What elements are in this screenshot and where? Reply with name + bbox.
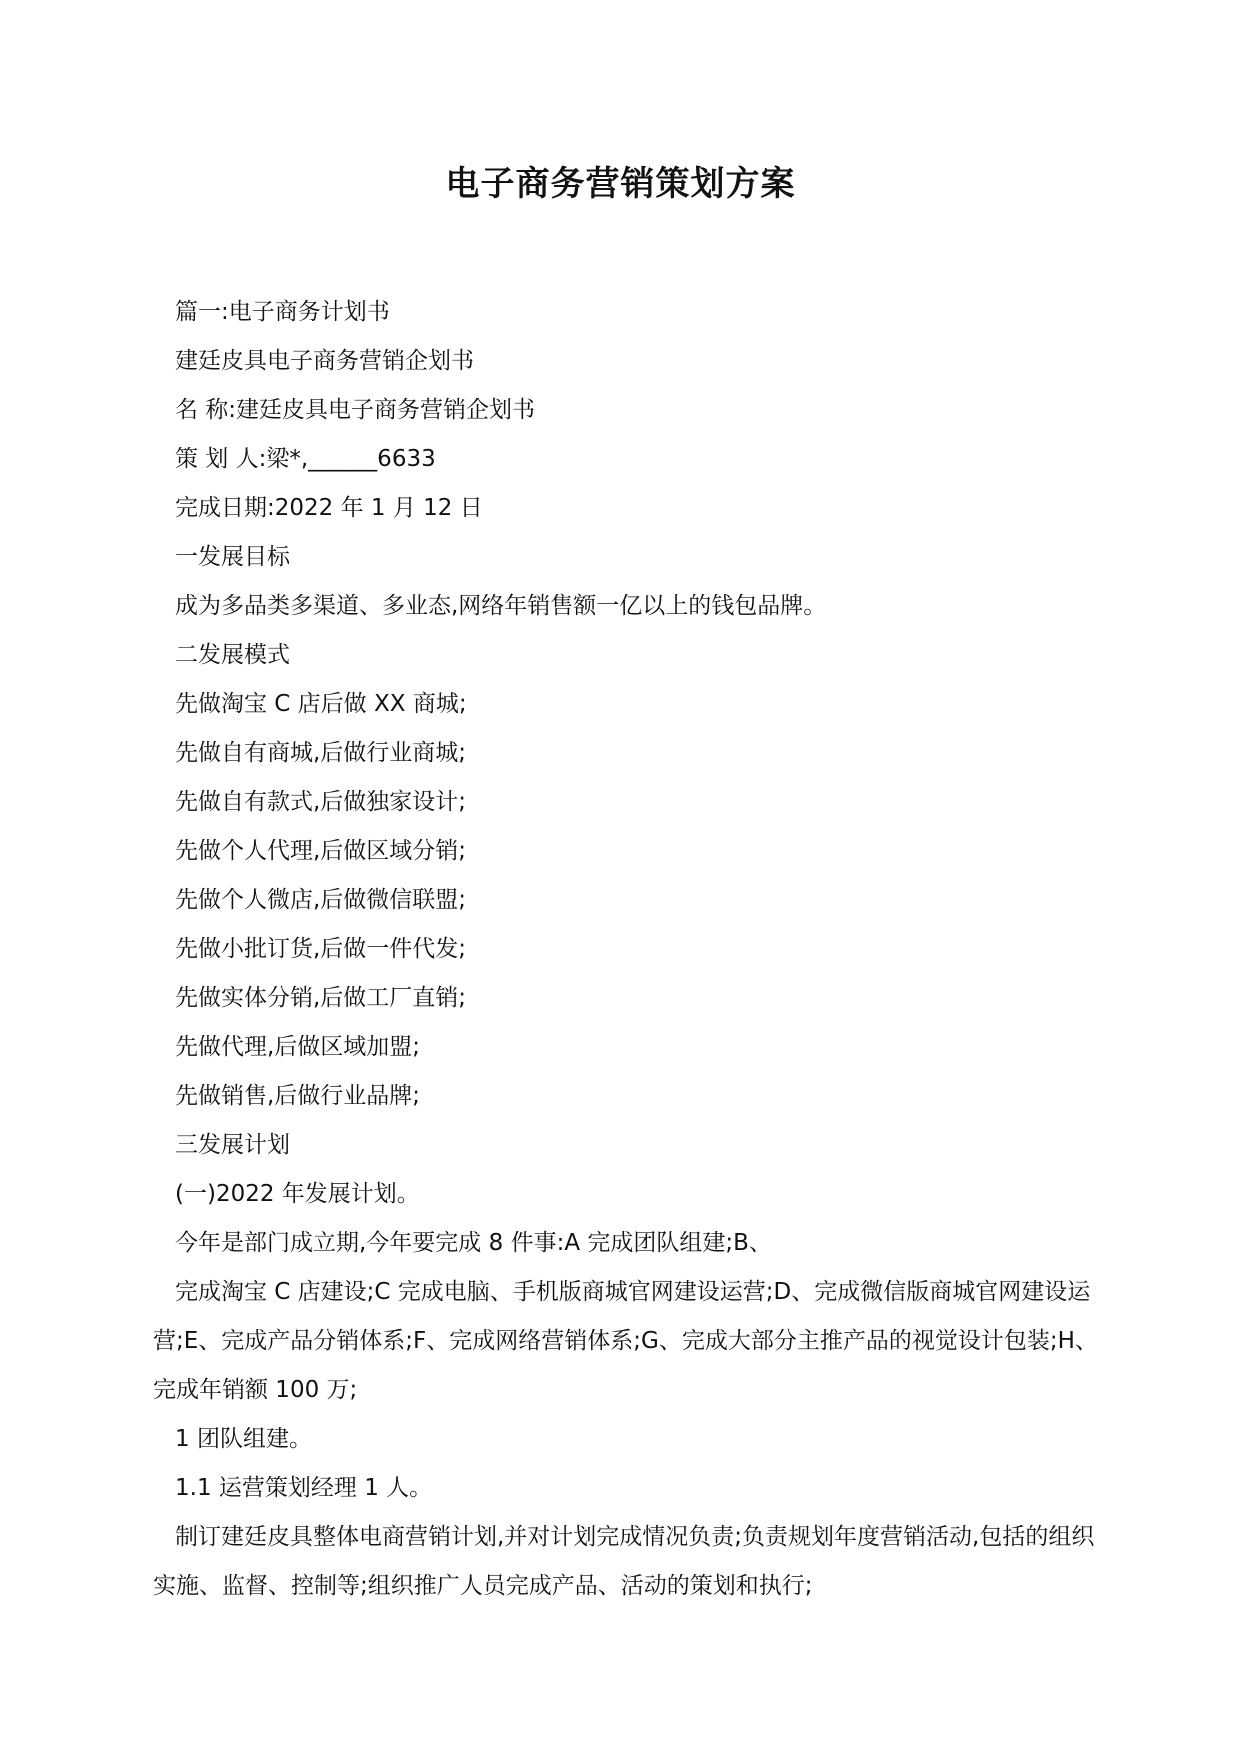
document-body	[153, 288, 1098, 1611]
text-line: 完成日期:2022 年 1 月 12 日	[175, 495, 483, 521]
paragraph: 制订建廷皮具整体电商营销计划,并对计划完成情况负责;负责规划年度营销活动,包括的组织实施、监督、控制等;组织推广人员完成产品、活动的策划和执行;	[153, 1524, 1095, 1599]
list-item: 先做小批订货,后做一件代发;	[175, 936, 467, 962]
list-item: 先做代理,后做区域加盟;	[175, 1034, 421, 1060]
list-item: 先做个人微店,后做微信联盟;	[175, 887, 467, 913]
subsection-heading: 1.1 运营策划经理 1 人。	[175, 1475, 433, 1501]
text-line: 成为多品类多渠道、多业态,网络年销售额一亿以上的钱包品牌。	[175, 593, 827, 619]
text-line: 篇一:电子商务计划书	[175, 299, 390, 325]
list-item: 先做实体分销,后做工厂直销;	[175, 985, 467, 1011]
paragraph: 完成淘宝 C 店建设;C 完成电脑、手机版商城官网建设运营;D、完成微信版商城官网建设运营;E、完成产品分销体系;F、完成网络营销体系;G、完成大部分主推产品的视觉设计包装;H、完成年销额 100 万;	[153, 1279, 1098, 1403]
text-line: 建廷皮具电子商务营销企划书	[175, 348, 474, 374]
list-item: 先做销售,后做行业品牌;	[175, 1083, 421, 1109]
list-item: 先做淘宝 C 店后做 XX 商城;	[175, 691, 467, 717]
subsection-heading: (一)2022 年发展计划。	[175, 1181, 420, 1207]
text-line: 策 划 人:梁*,______6633	[175, 446, 436, 472]
text-line: 今年是部门成立期,今年要完成 8 件事:A 完成团队组建;B、	[175, 1230, 772, 1256]
document-title: 电子商务营销策划方案	[445, 164, 796, 204]
list-item: 先做自有商城,后做行业商城;	[175, 740, 467, 766]
text-line: 名 称:建廷皮具电子商务营销企划书	[175, 397, 536, 423]
list-item: 先做自有款式,后做独家设计;	[175, 789, 467, 815]
section-heading: 三发展计划	[175, 1132, 290, 1158]
section-heading: 二发展模式	[175, 642, 290, 668]
section-heading: 一发展目标	[175, 544, 290, 570]
subsection-heading: 1 团队组建。	[175, 1426, 312, 1452]
list-item: 先做个人代理,后做区域分销;	[175, 838, 467, 864]
